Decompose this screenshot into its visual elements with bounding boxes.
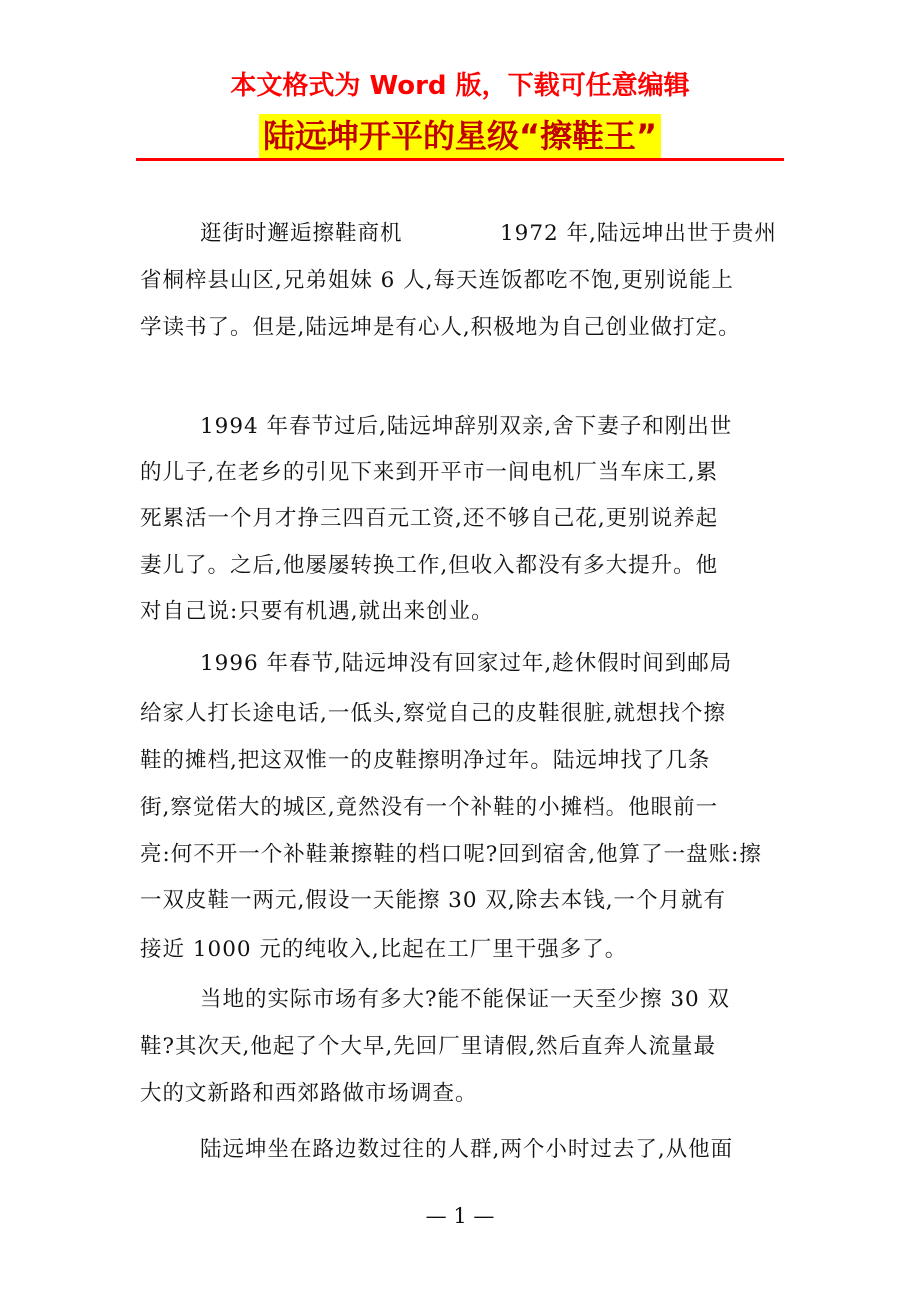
text-line: 鞋?其次天,他起了个大早,先回厂里请假,然后直奔人流量最 bbox=[140, 1034, 717, 1059]
text-line: 1994 年春节过后,陆远坤辞别双亲,舍下妻子和刚出世 bbox=[200, 414, 733, 439]
text-line: 给家人打长途电话,一低头,察觉自己的皮鞋很脏,就想找个擦 bbox=[140, 701, 727, 726]
page-number: — 1 — bbox=[425, 1204, 495, 1228]
format-notice: 本文格式为 Word 版，下载可任意编辑 bbox=[230, 71, 690, 101]
text-line: 省桐梓县山区,兄弟姐妹 6 人,每天连饭都吃不饱,更别说能上 bbox=[140, 268, 734, 293]
text-line: 接近 1000 元的纯收入,比起在工厂里干强多了。 bbox=[140, 937, 628, 962]
title-divider bbox=[136, 158, 784, 161]
text-line: 陆远坤坐在路边数过往的人群,两个小时过去了,从他面 bbox=[200, 1137, 734, 1162]
text-line: 亮:何不开一个补鞋兼擦鞋的档口呢?回到宿舍,他算了一盘账:擦 bbox=[140, 842, 762, 867]
text-line: 的儿子,在老乡的引见下来到开平市一间电机厂当车床工,累 bbox=[140, 460, 719, 485]
text-line: 妻儿了。之后,他屡屡转换工作,但收入都没有多大提升。他 bbox=[140, 553, 719, 578]
text-line: 大的文新路和西郊路做市场调查。 bbox=[140, 1081, 478, 1106]
title-container bbox=[0, 114, 920, 158]
text-line: 鞋的摊档,把这双惟一的皮鞋擦明净过年。陆远坤找了几条 bbox=[140, 748, 711, 773]
text-line: 对自己说:只要有机遇,就出来创业。 bbox=[140, 599, 494, 624]
document-title: 陆远坤开平的星级“擦鞋王” bbox=[259, 114, 661, 158]
text-line: 1996 年春节,陆远坤没有回家过年,趁休假时间到邮局 bbox=[200, 651, 733, 676]
text-line: 1972 年,陆远坤出世于贵州 bbox=[500, 221, 777, 246]
section-heading: 逛街时邂逅擦鞋商机 bbox=[200, 221, 403, 246]
text-line: 当地的实际市场有多大?能不能保证一天至少擦 30 双 bbox=[200, 987, 731, 1012]
text-line: 街,察觉偌大的城区,竟然没有一个补鞋的小摊档。他眼前一 bbox=[140, 795, 719, 820]
text-line: 一双皮鞋一两元,假设一天能擦 30 双,除去本钱,一个月就有 bbox=[140, 888, 727, 913]
text-line: 学读书了。但是,陆远坤是有心人,积极地为自己创业做打定。 bbox=[140, 315, 741, 340]
text-line: 死累活一个月才挣三四百元工资,还不够自己花,更别说养起 bbox=[140, 506, 719, 531]
